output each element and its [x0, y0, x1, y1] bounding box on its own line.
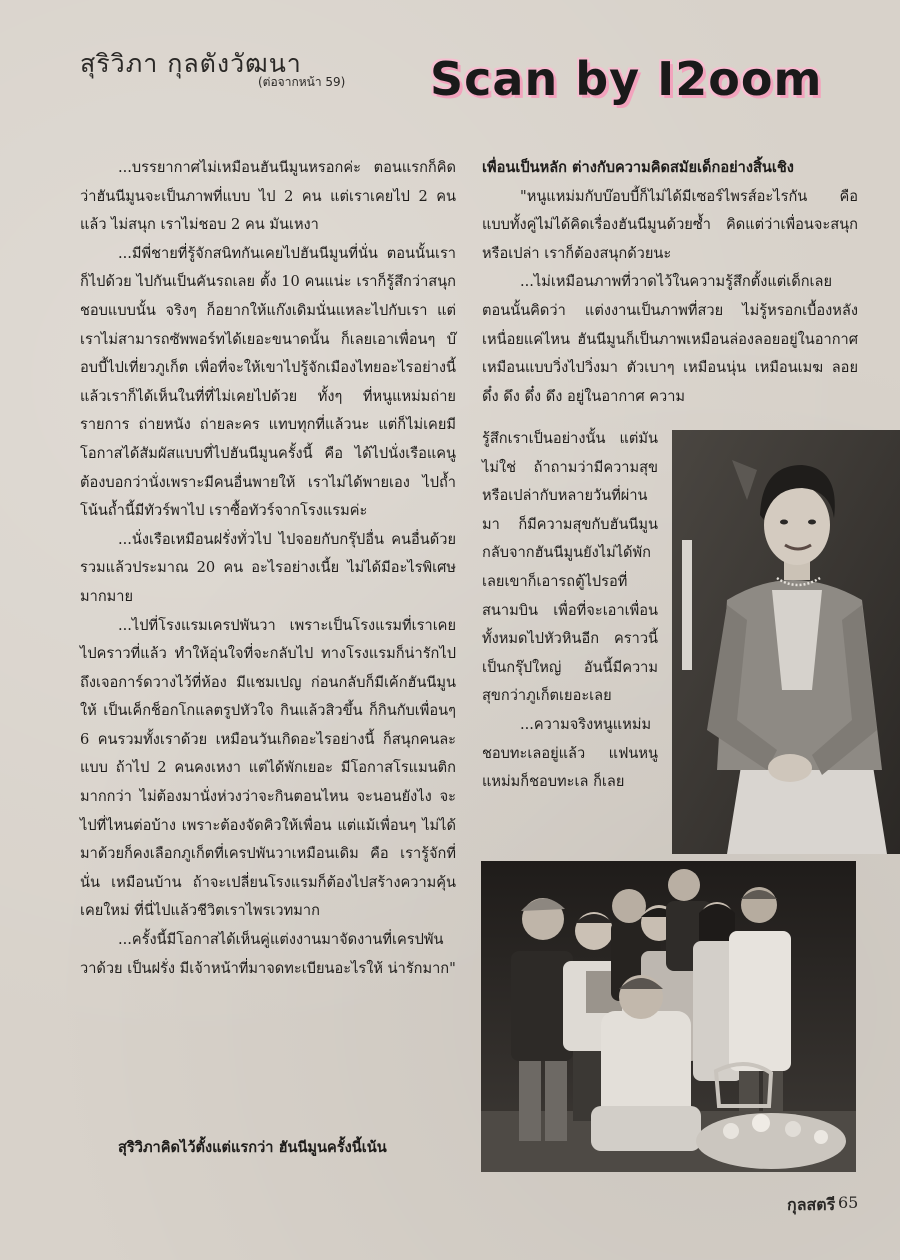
right-column-narrow — [482, 425, 658, 797]
right-paragraph-2: ...ไม่เหมือนภาพที่วาดไว้ในความรู้สึกตั้งแต่เด็กเลย ตอนนั้นคิดว่า แต่งงานเป็นภาพที่สวย ไม่รู้หรอกเบื้องหลังเหนื่อยแค่ไหน ฮันนีมูนก็เป็นภาพเหมือนล่องลอยอยู่ในอากาศ เหมือนแบบวิ่งไปวิ่งมา ตัวเบาๆ เหมือนนุ่น เหมือนเมฆ ลอยดึ๋ง ดึง ดึ๋ง ดึง อยู่ในอากาศ ความ — [482, 273, 858, 405]
left-paragraph-2: ...มีพี่ชายที่รู้จักสนิทกันเคยไปฮันนีมูนที่นั่น ตอนนั้นเราก็ไปด้วย ไปกันเป็นคันรถเลย ตั้ง 10 คนแน่ะ เราก็รู้สึกว่าสนุก ชอบแบบนั้น จริงๆ ก็อยากให้แก๊งเดิมนั่นแหละไปกับเรา แต่เราไม่สามารถซัพพอร์ทได้เยอะขนาดนั้น ก็เลยเอาเพื่อนๆ บ๊อบบี้ไปเที่ยวภูเก็ต เพื่อที่จะให้เขาไปรู้จักเมืองไทยอะไรอย่างนี้ แล้วเราก็ได้เห็นในที่ที่ไม่เคยไปด้วย ทั้งๆ ที่หนูแหม่มถ่ายรายการ ถ่ายหนัง ถ่ายละคร แทบทุกที่แล้วนะ แต่ก็ไม่เคยมีโอกาสได้สัมผัสแบบที่ไปฮันนีมูนครั้งนี้ คือ ได้ไปนั่งเรือแคนู ต้องบอกว่านั่งเพราะมีคนอื่นพายให้ เราไม่ได้พายเอง ไปถ้ำโน้นถ้ำนี้มีทัวร์พาไป เราซื้อทัวร์จากโรงแรมค่ะ — [80, 244, 456, 520]
portrait-photo-graphic — [672, 430, 900, 854]
left-column — [80, 154, 456, 1156]
right-narrow-paragraph-1: รู้สึกเราเป็นอย่างนั้น แต่มันไม่ใช่ ถ้าถามว่ามีความสุขหรือเปล่ากับหลายวันที่ผ่านมา ก็มีความสุขกับฮันนีมูน กลับจากฮันนีมูนยังไม่ได้พักเลยเขาก็เอารถตู้ไปรอที่สนามบิน เพื่อที่จะเอาเพื่อนทั้งหมดไปหัวหินอีก คราวนี้เป็นกรุ๊ปใหญ่ อันนี้มีความสุขกว่าภูเก็ตเยอะเลย — [482, 430, 658, 705]
continued-note: (ต่อจากหน้า 59) — [258, 75, 346, 89]
left-paragraph-5: ...ครั้งนี้มีโอกาสได้เห็นคู่แต่งงานมาจัดงานที่เครปพันวาด้วย เป็นฝรั่ง มีเจ้าหน้าที่มาจดทะเบียนอะไรให้ น่ารักมาก" — [80, 931, 456, 977]
magazine-name: กุลสตรี — [787, 1195, 836, 1214]
left-paragraph-3: ...นั่งเรือเหมือนฝรั่งทั่วไป ไปจอยกับกรุ๊ปอื่น คนอื่นด้วย รวมแล้วประมาณ 20 คน อะไรอย่างเนี้ย ไม่ได้มีอะไรพิเศษมากมาย — [80, 530, 456, 605]
portrait-photo — [672, 430, 900, 854]
author-name: สุริวิภา กุลตังวัฒนา — [80, 49, 302, 78]
scan-watermark: Scan by I2oom — [430, 52, 823, 106]
page-number: 65 — [838, 1193, 859, 1212]
right-column-top — [482, 154, 858, 411]
left-closing-line: สุริวิภาคิดไว้ตั้งแต่แรกว่า ฮันนีมูนครั้งนี้เน้น — [118, 1139, 387, 1156]
left-paragraph-1: ...บรรยากาศไม่เหมือนฮันนีมูนหรอกค่ะ ตอนแรกก็คิดว่าฮันนีมูนจะเป็นภาพที่แบบ ไป 2 คน แต่เราเคยไป 2 คนแล้ว ไม่สนุก เราไม่ชอบ 2 คน มันเหงา — [80, 159, 456, 234]
right-lead-line: เพื่อนเป็นหลัก ต่างกับความคิดสมัยเด็กอย่างสิ้นเชิง — [482, 159, 794, 176]
group-photo — [481, 861, 856, 1172]
left-paragraph-4: ...ไปที่โรงแรมเครปพันวา เพราะเป็นโรงแรมที่เราเคยไปคราวที่แล้ว ทำให้อุ่นใจที่จะกลับไป ทางโรงแรมก็น่ารักไปถึงเจอการ์ดวางไว้ที่ห้อง มีแชมเปญ ก่อนกลับก็มีเค้กฮันนีมูนให้ เป็นเค็กช็อกโกแลตรูปหัวใจ กินแล้วสิวขึ้น ก็กินกับเพื่อนๆ 6 คนรวมทั้งเราด้วย เหมือนวันเกิดอะไรอย่างนี้ ก็สนุกคนละแบบ ถ้าไป 2 คนคงเหงา แต่ได้พักเยอะ มีโอกาสโรแมนติกมากกว่า ไม่ต้องมานั่งห่วงว่าจะกินตอนไหน จะนอนยังไง จะไปที่ไหนต่อบ้าง เพราะต้องจัดคิวให้เพื่อน แต่แม้เพื่อนๆ ไม่ได้มาด้วยก็คงเลือกภูเก็ตที่เครปพันวาเหมือนเดิม คือ เรารู้จักที่นั่น เหมือนบ้าน ถ้าจะเปลี่ยนโรงแรมก็ต้องไปสร้างความคุ้นเคยใหม่ ที่นี่ไปแล้วชีวิตเราไพรเวทมาก — [80, 616, 456, 920]
right-narrow-paragraph-2: ...ความจริงหนูแหม่มชอบทะเลอยู่แล้ว แฟนหนูแหม่มก็ชอบทะเล ก็เลย — [482, 715, 658, 791]
right-paragraph-1: "หนูแหม่มกับบ๊อบบี้ก็ไม่ได้มีเซอร์ไพรส์อะไรกัน คือแบบทั้งคู่ไม่ได้คิดเรื่องฮันนีมูนด้วยซ้ำ คิดแต่ว่าเพื่อนจะสนุกหรือเปล่า เราก็ต้องสนุกด้วยนะ — [482, 187, 858, 262]
group-photo-graphic — [481, 861, 856, 1172]
